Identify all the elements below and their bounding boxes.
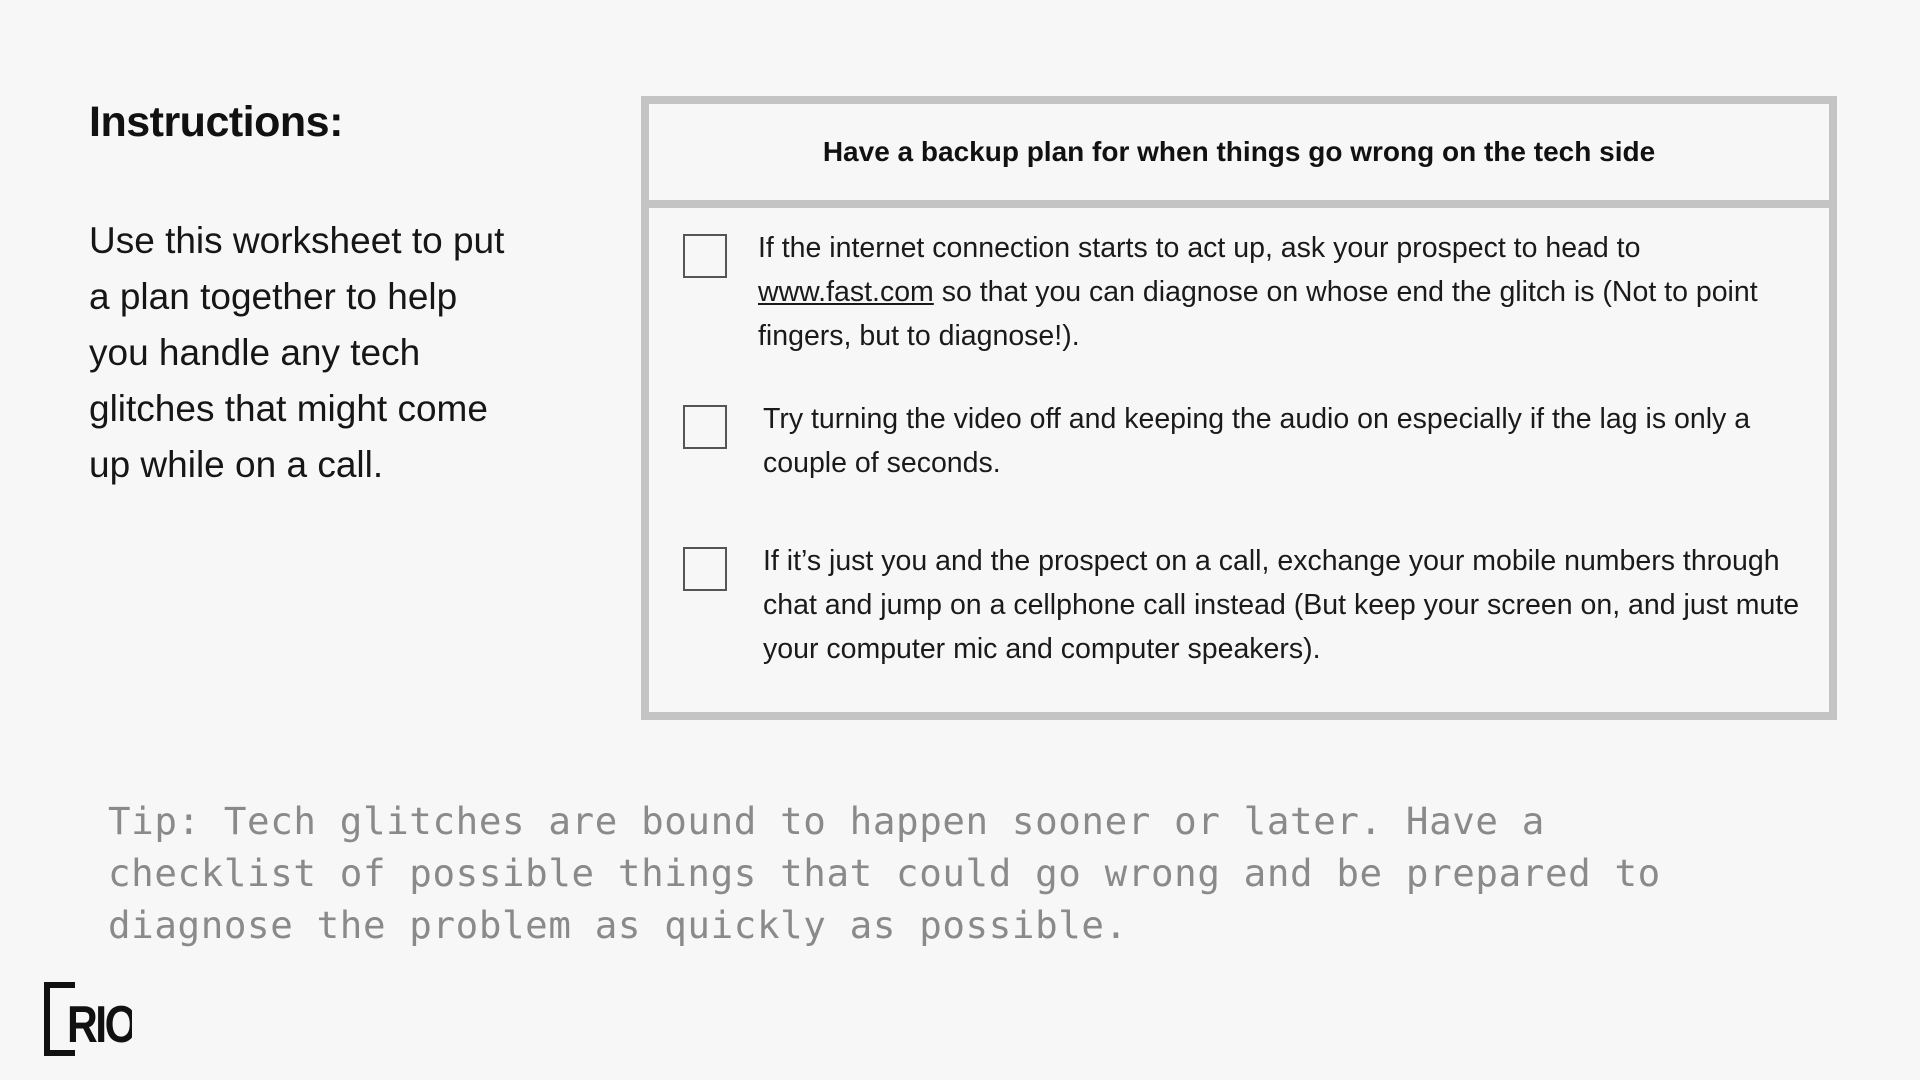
- logo-text: RIO: [66, 996, 132, 1055]
- checkbox[interactable]: [683, 547, 727, 591]
- checkbox[interactable]: [683, 405, 727, 449]
- checklist-item-text: [758, 226, 1788, 358]
- checklist-item-text: If it’s just you and the prospect on a call, exchange your mobile numbers through chat and jump on a cellphone call instead (But keep your screen on, and just mute your computer mic and computer speakers).: [763, 545, 1800, 665]
- tip-text: Tip: Tech glitches are bound to happen sooner or later. Have a checklist of possible things that could go wrong and be prepared to diagnose the problem as quickly as possible.: [108, 799, 1661, 947]
- instructions-body: Use this worksheet to put a plan together to help you handle any tech glitches that might come up while on a call.: [89, 220, 505, 485]
- item-text-after: so that you can diagnose on whose end the glitch is (Not to point fingers, but to diagnose!).: [758, 276, 1758, 352]
- rio-logo: [44, 982, 132, 1056]
- checkbox[interactable]: [683, 234, 727, 278]
- rio-logo-icon: [44, 982, 132, 1056]
- panel-title: Have a backup plan for when things go wrong on the tech side: [822, 136, 1656, 167]
- backup-plan-panel: [641, 96, 1837, 720]
- fast-com-link[interactable]: www.fast.com: [758, 276, 934, 308]
- instructions-heading: Instructions:: [89, 98, 343, 146]
- panel-header: [649, 104, 1829, 208]
- item-text-before: If the internet connection starts to act up, ask your prospect to head to: [758, 232, 1641, 264]
- checklist-item-text: Try turning the video off and keeping the audio on especially if the lag is only a couple of seconds.: [763, 403, 1751, 479]
